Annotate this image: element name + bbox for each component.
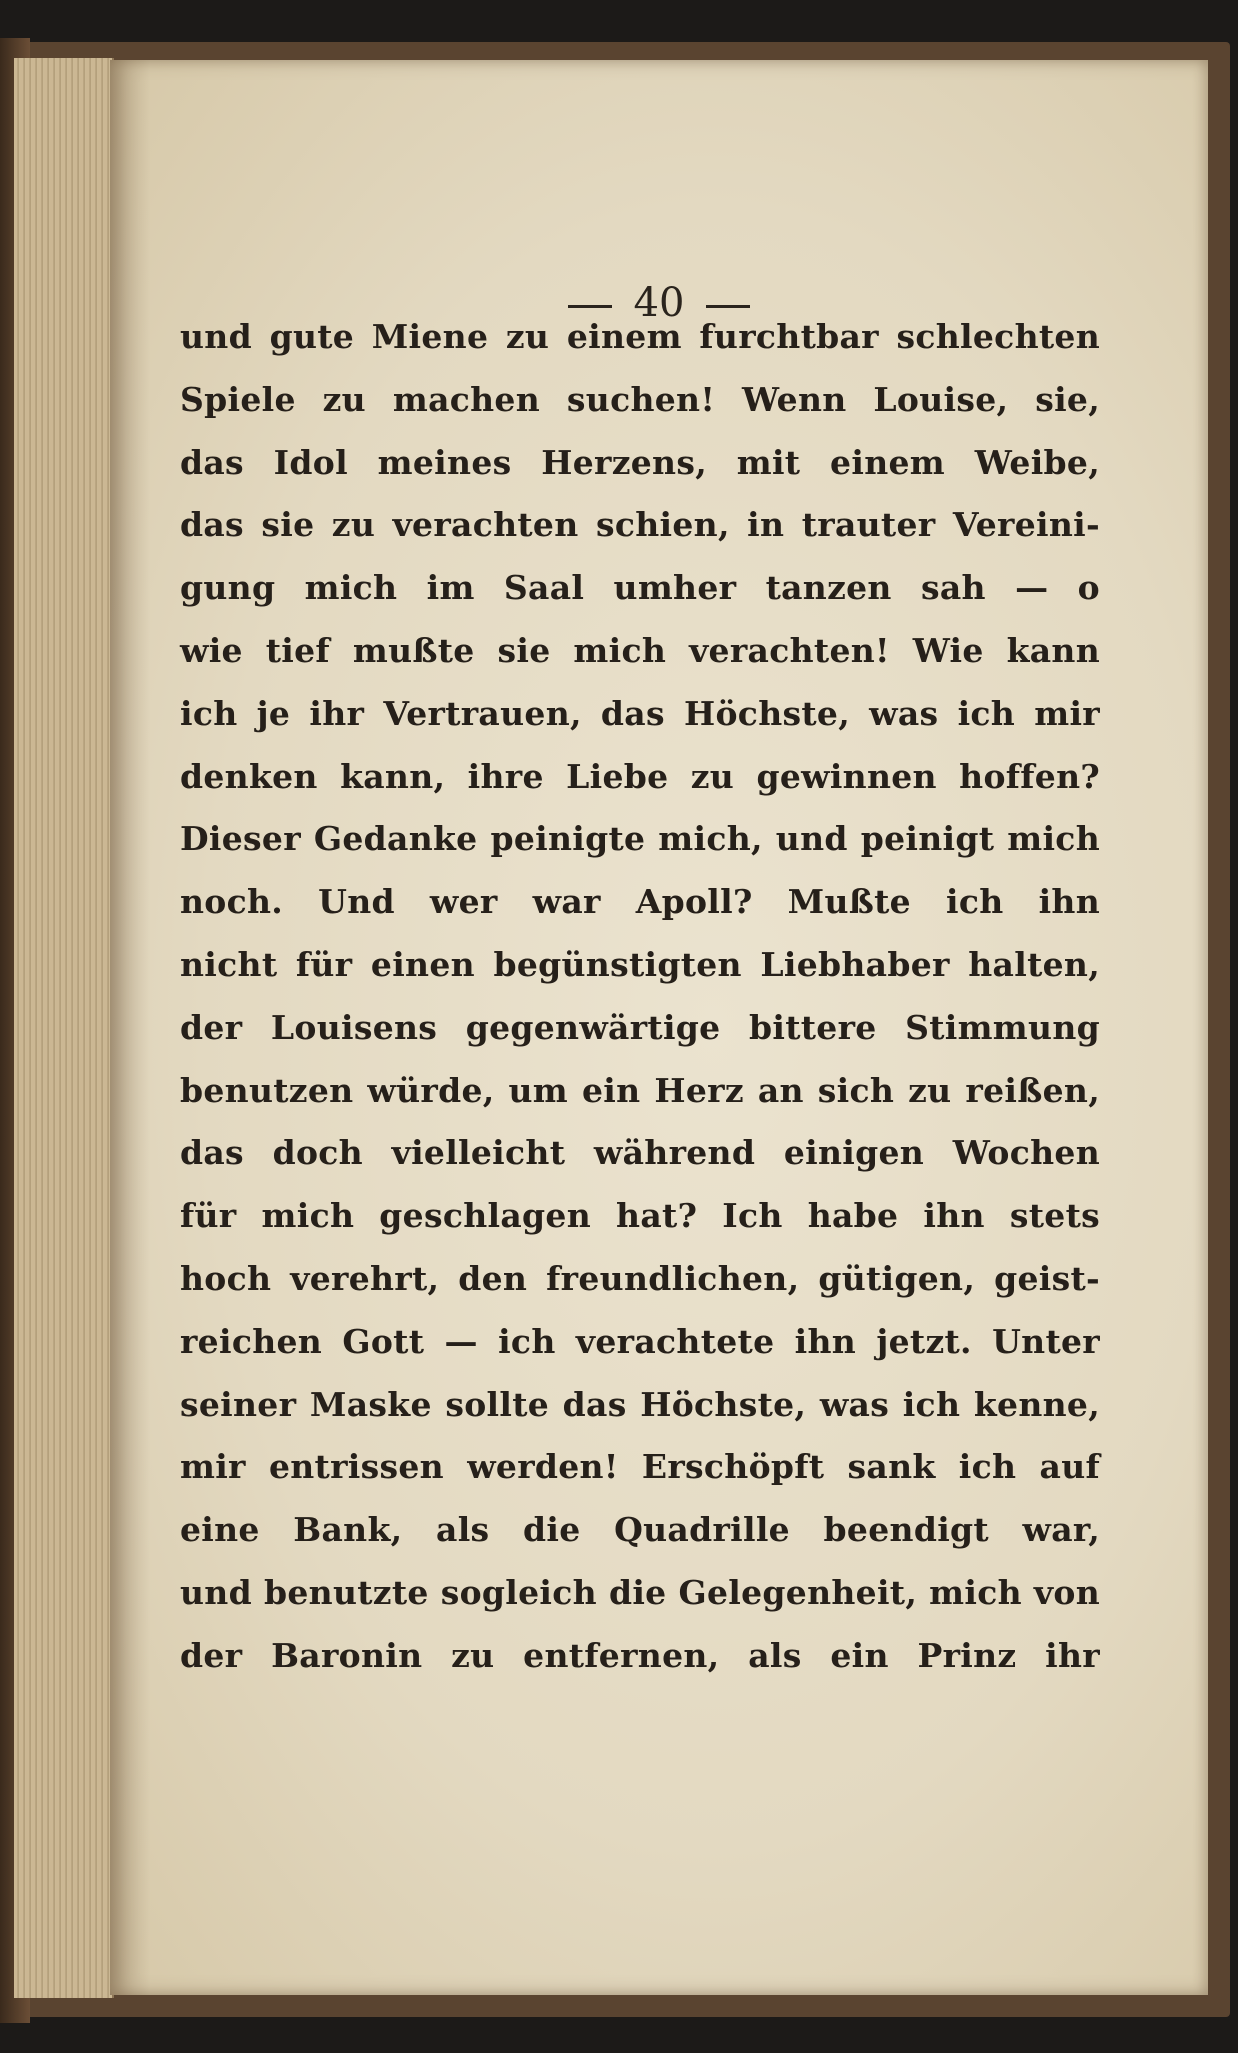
text-line: für mich geschlagen hat? Ich habe ihn stets xyxy=(180,1196,1100,1236)
text-line: ich je ihr Vertrauen, das Höchste, was ich mir xyxy=(180,693,1100,733)
text-line: noch. Und wer war Apoll? Mußte ich ihn xyxy=(180,882,1100,922)
text-line: wie tief mußte sie mich verachten! Wie kann xyxy=(180,630,1100,670)
text-line: das sie zu verachten schien, in trauter Vereini- xyxy=(180,505,1100,545)
text-line: und benutzte sogleich die Gelegenheit, mich von xyxy=(180,1572,1100,1612)
page-stack-edge xyxy=(14,58,114,1998)
text-line: mir entrissen werden! Erschöpft sank ich auf xyxy=(180,1447,1100,1487)
text-line: gung mich im Saal umher tanzen sah — o xyxy=(180,568,1100,608)
text-line: benutzen würde, um ein Herz an sich zu reißen, xyxy=(180,1070,1100,1110)
body-text xyxy=(180,306,1100,1688)
text-line: der Louisens gegenwärtige bittere Stimmung xyxy=(180,1007,1100,1047)
text-line: das doch vielleicht während einigen Wochen xyxy=(180,1133,1100,1173)
text-line: Dieser Gedanke peinigte mich, und peinigt mich xyxy=(180,819,1100,859)
text-line: denken kann, ihre Liebe zu gewinnen hoffen? xyxy=(180,756,1100,796)
text-line: nicht für einen begünstigten Liebhaber halten, xyxy=(180,944,1100,984)
text-line: seiner Maske sollte das Höchste, was ich kenne, xyxy=(180,1384,1100,1424)
gutter-shadow xyxy=(110,60,150,1995)
page-number: 40 xyxy=(633,280,685,326)
text-line: reichen Gott — ich verachtete ihn jetzt. Unter xyxy=(180,1321,1100,1361)
text-line: eine Bank, als die Quadrille beendigt war, xyxy=(180,1510,1100,1550)
text-line: das Idol meines Herzens, mit einem Weibe, xyxy=(180,442,1100,482)
text-line: Spiele zu machen suchen! Wenn Louise, sie, xyxy=(180,379,1100,419)
text-line: hoch verehrt, den freundlichen, gütigen, geist- xyxy=(180,1258,1100,1298)
text-line: der Baronin zu entfernen, als ein Prinz ihr xyxy=(180,1635,1100,1675)
text-line: und gute Miene zu einem furchtbar schlechten xyxy=(180,317,1100,356)
